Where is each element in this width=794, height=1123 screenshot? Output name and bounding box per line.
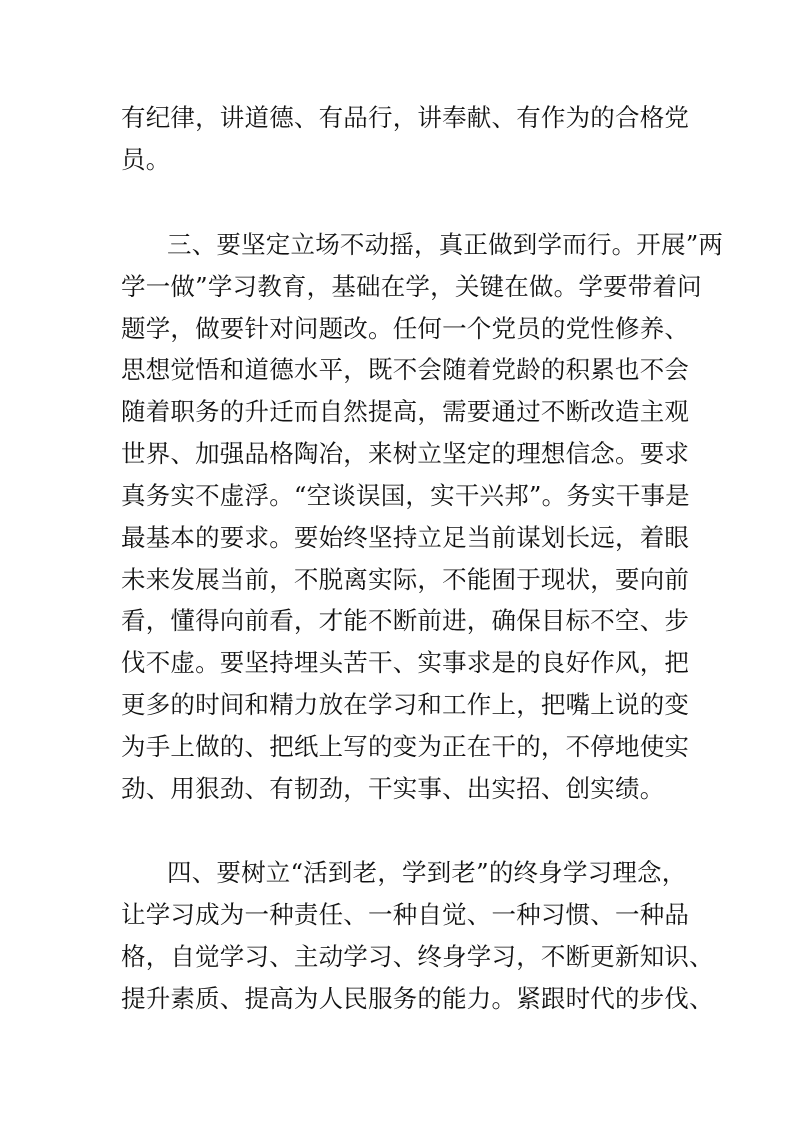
text-line: 最基本的要求。要始终坚持立足当前谋划长远，着眼 [121, 523, 690, 552]
paragraph-first-line: 四、要树立“活到老，学到老”的终身学习理念， [167, 858, 687, 887]
text-line: 提升素质、提高为人民服务的能力。紧跟时代的步伐、 [121, 984, 714, 1013]
text-line: 有纪律，讲道德、有品行，讲奉献、有作为的合格党 [121, 103, 690, 132]
text-line: 学一做”学习教育，基础在学，关键在做。学要带着问 [121, 272, 702, 301]
text-line: 随着职务的升迁而自然提高，需要通过不断改造主观 [121, 397, 690, 426]
text-line: 伐不虚。要坚持埋头苦干、实事求是的良好作风，把 [121, 648, 690, 677]
text-line: 更多的时间和精力放在学习和工作上，把嘴上说的变 [121, 690, 690, 719]
text-line: 真务实不虚浮。“空谈误国，实干兴邦”。务实干事是 [121, 481, 690, 510]
text-line: 劲、用狠劲、有韧劲，干实事、出实招、创实绩。 [121, 774, 665, 803]
text-line: 员。 [121, 145, 171, 174]
text-line: 世界、加强品格陶冶，来树立坚定的理想信念。要求 [121, 439, 690, 468]
paragraph-first-line: 三、要坚定立场不动摇，真正做到学而行。开展”两 [167, 230, 724, 259]
text-line: 未来发展当前，不脱离实际，不能囿于现状，要向前 [121, 565, 690, 594]
text-line: 题学，做要针对问题改。任何一个党员的党性修养、 [121, 314, 690, 343]
text-line: 思想觉悟和道德水平，既不会随着党龄的积累也不会 [121, 355, 690, 384]
text-line: 让学习成为一种责任、一种自觉、一种习惯、一种品 [121, 900, 690, 929]
text-line: 为手上做的、把纸上写的变为正在干的，不停地使实 [121, 732, 690, 761]
text-line: 看，懂得向前看，才能不断前进，确保目标不空、步 [121, 606, 690, 635]
text-line: 格，自觉学习、主动学习、终身学习，不断更新知识、 [121, 942, 714, 971]
